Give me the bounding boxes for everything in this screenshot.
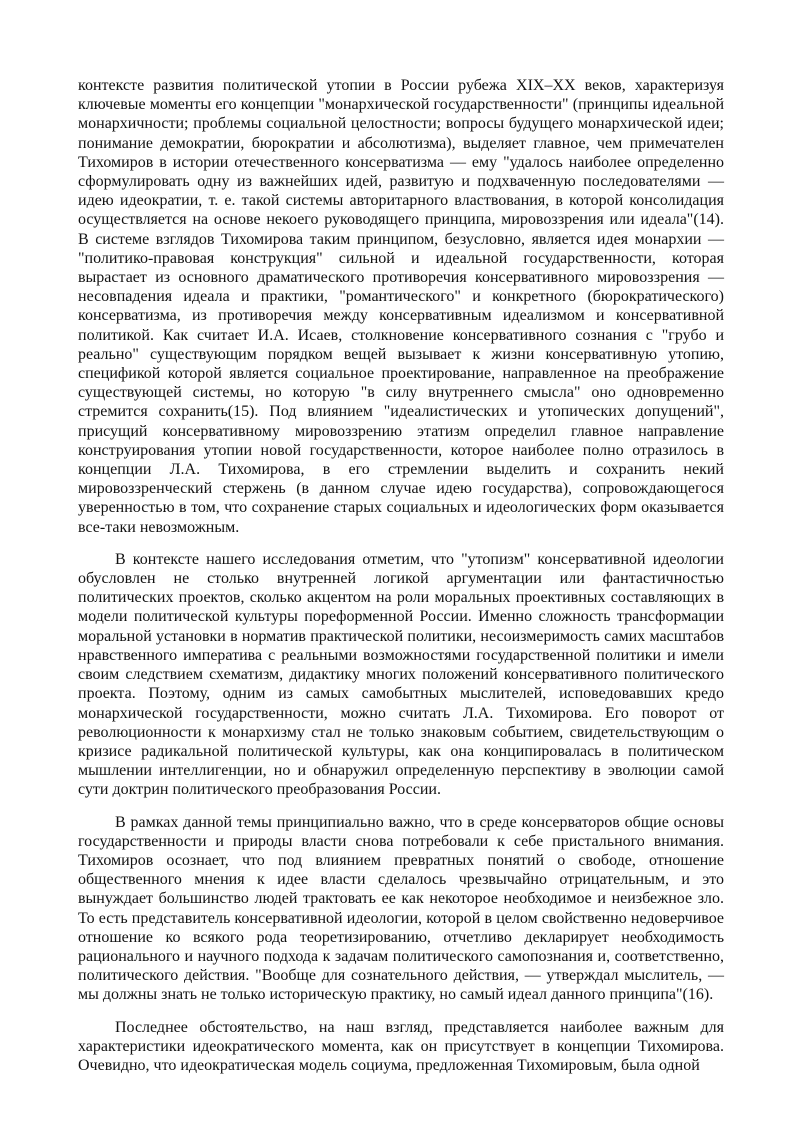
paragraph: В рамках данной темы принципиально важно, что в среде консерваторов общие основы государственности и природы власти снова потребовали к себе пристального внимания. Тихомиров осознает, что под влиянием превратных понятий о свободе, отношение общественного мнения к идее власти сделалось чрезвычайно отрицательным, и это вынуждает большинство людей трактовать ее как некоторое необходимое и неизбежное зло. То есть представитель консервативной идеологии, которой в целом свойственно недоверчивое отношение ко всякого рода теоретизированию, отчетливо декларирует необходимость рационального и научного подхода к задачам политического самопознания и, соответственно, политического действия. "Вообще для сознательного действия, — утверждал мыслитель, — мы должны знать не только историческую практику, но самый идеал данного принципа"(16). [78,813,724,1004]
document-page [78,76,724,1075]
paragraph: В контексте нашего исследования отметим, что "утопизм" консервативной идеологии обусловлен не столько внутренней логикой аргументации или фантастичностью политических проектов, сколько акцентом на роли моральных проективных составляющих в модели политической культуры пореформенной России. Именно сложность трансформации моральной установки в норматив практической политики, несоизмеримость самих масштабов нравственного императива с реальными возможностями государственной политики и имели своим следствием схематизм, дидактику многих положений консервативного политического проекта. Поэтому, одним из самых самобытных мыслителей, исповедовавших кредо монархической государственности, можно считать Л.А. Тихомирова. Его поворот от революционности к монархизму стал не только знаковым событием, свидетельствующим о кризисе радикальной политической культуры, как она конципировалась в политическом мышлении интеллигенции, но и обнаружил определенную перспективу в эволюции самой сути доктрин политического преобразования России. [78,550,724,799]
paragraph: Последнее обстоятельство, на наш взгляд, представляется наиболее важным для характеристики идеократического момента, как он присутствует в концепции Тихомирова. Очевидно, что идеократическая модель социума, предложенная Тихомировым, была одной [78,1018,724,1074]
paragraph: контексте развития политической утопии в России рубежа XIX–XX веков, характеризуя ключевые моменты его концепции "монархической государственности" (принципы идеальной монархичности; проблемы социальной целостности; вопросы будущего монархической идеи; понимание демократии, бюрократии и абсолютизма), выделяет главное, чем примечателен Тихомиров в истории отечественного консерватизма — ему "удалось наиболее определенно сформулировать одну из важнейших идей, развитую и подхваченную последователями — идею идеократии, т. е. такой системы авторитарного властвования, в которой консолидация осуществляется на основе некоего руководящего принципа, мировоззрения или идеала"(14). В системе взглядов Тихомирова таким принципом, безусловно, является идея монархии — "политико-правовая конструкция" сильной и идеальной государственности, которая вырастает из основного драматического противоречия консервативного мировоззрения — несовпадения идеала и практики, "романтического" и конкретного (бюрократического) консерватизма, из противоречия между консервативным идеализмом и консервативной политикой. Как считает И.А. Исаев, столкновение консервативного сознания с "грубо и реально" существующим порядком вещей вызывает к жизни консервативную утопию, спецификой которой является социальное проектирование, направленное на преображение существующей системы, но которую "в силу внутреннего смысла" оно одновременно стремится сохранить(15). Под влиянием "идеалистических и утопических допущений", присущий консервативному мировоззрению этатизм определил главное направление конструирования утопии новой государственности, которое наиболее полно отразилось в концепции Л.А. Тихомирова, в его стремлении выделить и сохранить некий мировоззренческий стержень (в данном случае идею государства), сопровождающегося уверенностью в том, что сохранение старых социальных и идеологических форм оказывается все-таки невозможным. [78,77,724,536]
